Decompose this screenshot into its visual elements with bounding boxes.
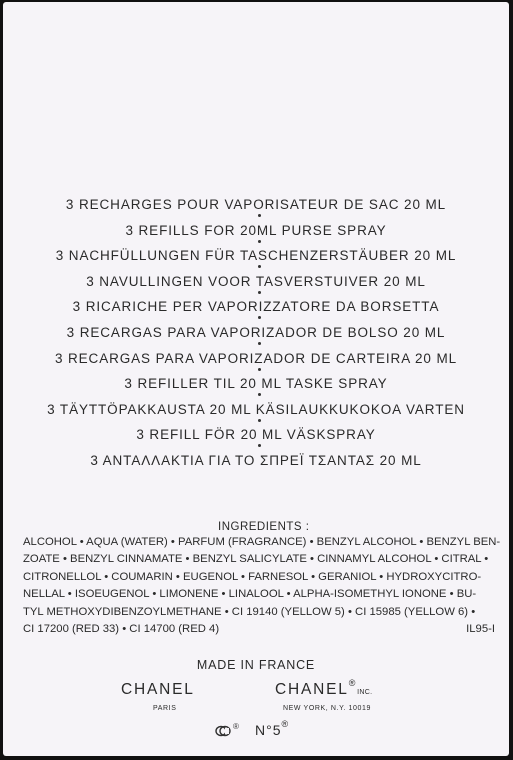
separator-dot (258, 368, 261, 371)
ingredients-line: NELLAL • ISOEUGENOL • LIMONENE • LINALOOL • ALPHA-ISOMETHYL IONONE • BU- (23, 588, 477, 601)
separator-dot (258, 342, 261, 345)
separator-dot (258, 214, 261, 217)
ingredients-last-line: CI 17200 (RED 33) • CI 14700 (RED 4) (23, 623, 220, 636)
ingredients-title: INGREDIENTS : (218, 521, 310, 533)
packaging-panel (3, 2, 509, 756)
brand-name-paris: CHANEL (121, 681, 195, 698)
refill-line: 3 REFILLS FOR 20ML PURSE SPRAY (3, 221, 509, 247)
refill-line: 3 RECHARGES POUR VAPORISATEUR DE SAC 20 ML (3, 195, 509, 221)
separator-dot (258, 240, 261, 243)
city-newyork: NEW YORK, N.Y. 10019 (283, 705, 371, 712)
chanel-cc-logo-icon (213, 722, 243, 738)
ingredients-list (23, 534, 501, 638)
separator-dot (258, 444, 261, 447)
ingredients-line: TYL METHOXYDIBENZOYLMETHANE • CI 19140 (YELLOW 5) • CI 15985 (YELLOW 6) • (23, 605, 476, 618)
separator-dot (258, 316, 261, 319)
ingredients-line: ZOATE • BENZYL CINNAMATE • BENZYL SALICYLATE • CINNAMYL ALCOHOL • CITRAL • (23, 553, 489, 566)
logo-registered-mark: ® (233, 722, 239, 731)
refill-line: 3 ΑΝΤΑΛΛΑΚΤΙΑ ΓΙΑ ΤΟ ΣΠΡΕΪ ΤΣΑΝΤΑΣ 20 ML (90, 452, 422, 468)
made-in-label: MADE IN FRANCE (196, 658, 316, 672)
refill-line: 3 NACHFÜLLUNGEN FÜR TASCHENZERSTÄUBER 20 ML (3, 246, 509, 272)
product-registered-mark: ® (281, 719, 290, 729)
refill-line: 3 TÄYTTÖPAKKAUSTA 20 ML KÄSILAUKKUKOKOA VARTEN (3, 400, 509, 426)
refill-line: 3 RECARGAS PARA VAPORIZADOR DE CARTEIRA 20 ML (3, 349, 509, 375)
product-name-text: N°5 (255, 722, 282, 738)
separator-dot (258, 291, 261, 294)
refill-line: 3 RICARICHE PER VAPORIZZATORE DA BORSETTA (3, 297, 509, 323)
refill-line: 3 REFILLER TIL 20 ML TASKE SPRAY (3, 374, 509, 400)
refill-line: 3 NAVULLINGEN VOOR TASVERSTUIVER 20 ML (3, 272, 509, 298)
product-name (255, 719, 290, 738)
ingredients-line: ALCOHOL • AQUA (WATER) • PARFUM (FRAGRANCE) • BENZYL ALCOHOL • BENZYL BEN- (23, 536, 501, 548)
refill-list (3, 195, 509, 477)
refill-line: 3 REFILL FÖR 20 ML VÄSKSPRAY (3, 425, 509, 451)
separator-dot (258, 265, 261, 268)
ingredients-line: CITRONELLOL • COUMARIN • EUGENOL • FARNESOL • GERANIOL • HYDROXYCITRO- (23, 570, 482, 583)
batch-code: IL95-I (466, 623, 495, 636)
separator-dot (258, 419, 261, 422)
brand-name-newyork (275, 678, 373, 699)
registered-mark: ® (348, 678, 358, 688)
ingredients-line (23, 621, 495, 638)
inc-label: INC. (357, 689, 373, 696)
brand-name-text: CHANEL (275, 681, 349, 698)
refill-line: 3 RECARGAS PARA VAPORIZADOR DE BOLSO 20 ML (3, 323, 509, 349)
separator-dot (258, 393, 261, 396)
city-paris: PARIS (153, 705, 177, 712)
